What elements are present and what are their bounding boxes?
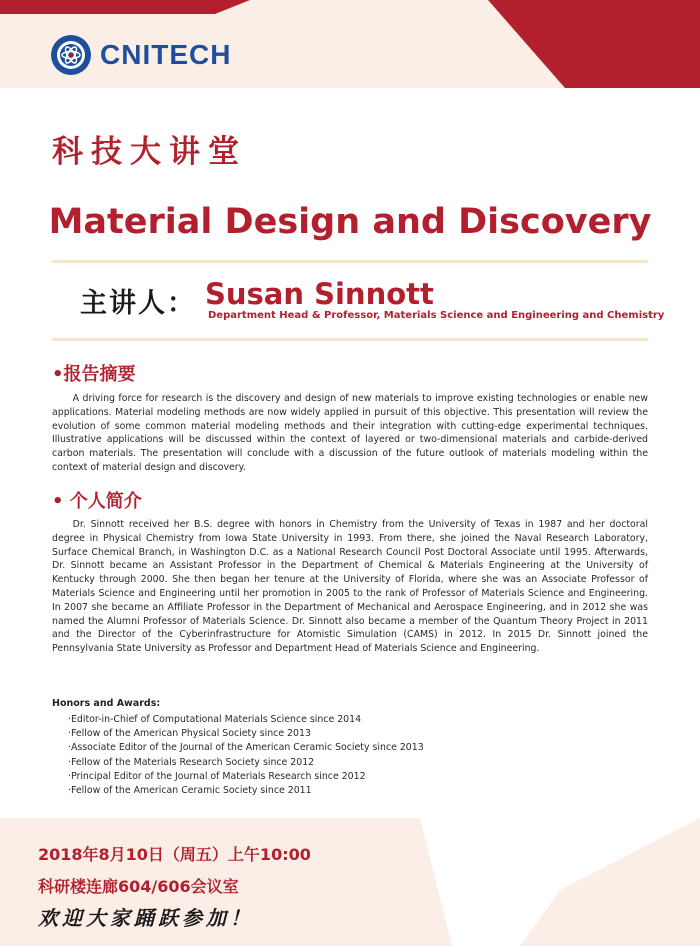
event-room: 科研楼连廊604/606会议室	[38, 877, 239, 896]
honors-item: ·Principal Editor of the Journal of Materials Research since 2012	[68, 770, 366, 782]
honors-heading: Honors and Awards:	[52, 698, 161, 709]
talk-title: Material Design and Discovery	[48, 202, 652, 242]
logo-text: CNITECH	[100, 39, 232, 70]
divider-top	[52, 260, 648, 263]
abstract-text: A driving force for research is the discovery and design of new materials to improve existing technologies or enable new applications. Material modeling methods are now widely applied in pursuit of this objective. This presentation will review the evolution of some common material modeling methods and their integration with cutting-edge experimental techniques. Illustrative applications will be discussed within the context of layered or two-dimensional materials and carbide-derived carbon materials. The presentation will conclude with a discussion of the future outlook of materials modeling within the context of material design and discovery.	[52, 393, 648, 473]
event-date: 2018年8月10日（周五）上午10:00	[38, 845, 311, 864]
bio-text: Dr. Sinnott received her B.S. degree with honors in Chemistry from the University of Texas in 1987 and her doctoral degree in Physical Chemistry from Iowa State University in 1993. From there, she joined the Naval Research Laboratory, Surface Chemical Branch, in Washington D.C. as a National Research Council Post Doctoral Associate until 1995. Afterwards, Dr. Sinnott became an Assistant Professor in the Department of Chemical & Materials Engineering at the University of Kentucky through 2000. She then began her tenure at the University of Florida, where she was an Associate Professor of Materials Science and Engineering until her promotion in 2005 to the rank of Professor of Materials Science and Engineering. In 2007 she became an Affiliate Professor in the Department of Mechanical and Aerospace Engineering, and in 2012 she was named the Alumni Professor of Materials Science. Dr. Sinnott also became a member of the Quantum Theory Project in 2011 and the Director of the Cyberinfrastructure for Atomistic Simulation (CAMS) in 2012. In 2015 Dr. Sinnott joined the Pennsylvania State University as Professor and Department Head of Materials Science and Engineering.	[52, 519, 648, 655]
divider-bottom	[52, 338, 648, 341]
series-title: 科技大讲堂	[52, 134, 247, 170]
bio-heading: • 个人简介	[52, 491, 142, 512]
speaker-label: 主讲人：	[80, 288, 196, 319]
institute-emblem-icon	[50, 34, 92, 76]
speaker-name: Susan Sinnott	[205, 277, 434, 311]
speaker-position: Department Head & Professor, Materials Science and Engineering and Chemistry	[208, 310, 665, 321]
welcome-message: 欢迎大家踊跃参加！	[38, 906, 254, 930]
honors-item: ·Fellow of the American Ceramic Society since 2011	[68, 785, 312, 797]
honors-item: ·Editor-in-Chief of Computational Materials Science since 2014	[68, 714, 362, 725]
honors-item: ·Associate Editor of the Journal of the American Ceramic Society since 2013	[68, 742, 424, 754]
honors-list	[68, 713, 424, 798]
honors-item: ·Fellow of the Materials Research Society since 2012	[68, 756, 315, 768]
header-logo	[50, 34, 231, 76]
abstract-heading: •报告摘要	[52, 364, 136, 385]
honors-item: ·Fellow of the American Physical Society since 2013	[68, 728, 311, 740]
